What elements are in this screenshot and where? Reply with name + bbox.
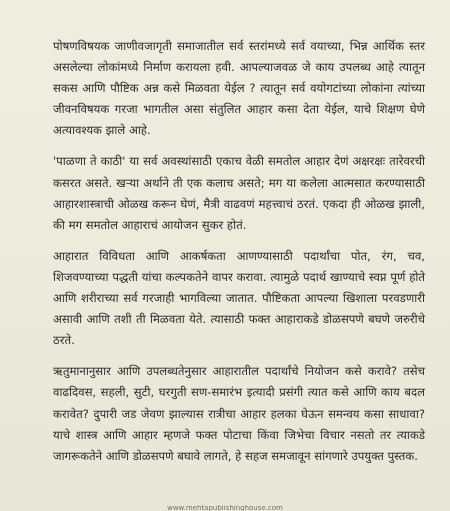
blurb-text bbox=[53, 36, 425, 467]
paragraph-4: ऋतुमानानुसार आणि उपलब्धतेनुसार आहारातील पदार्थांचे नियोजन कसे करावे? तसेच वाढदिवस, सहली, सुटी, घरगुती सण-समारंभ इत्यादी प्रसंगी त्यात कसे आणि काय बदल करावेत? दुपारी जड जेवण झाल्यास रात्रीचा आहार हलका घेऊन समन्वय कसा साधावा? याचे शास्त्र आणि आहार म्हणजे फक्त पोटाचा किंवा जिभेचा विचार नसतो तर त्याकडे जागरूकतेने आणि डोळसपणे बघावे लागते, हे सहज समजावून सांगणारे उपयुक्त पुस्तक. bbox=[53, 364, 425, 463]
paragraph-2: 'पाळणा ते काठी' या सर्व अवस्थांसाठी एकाच वेळी समतोल आहार देणं अक्षरक्षः तारेवरची कसरत असते. खऱ्या अर्थाने ती एक कलाच असते; मग या कलेला आत्मसात करण्यासाठी आहारशास्त्राची ओळख करून घेणं, मैत्री वाढवणं महत्त्वाचं ठरतं. एकदा ही ओळख झाली, की मग समतोल आहाराचं आयोजन सुकर होतं. bbox=[53, 154, 425, 232]
paragraph-1: पोषणविषयक जाणीवजागृती समाजातील सर्व स्तरांमध्ये सर्व वयाच्या, भिन्न आर्थिक स्तर असलेल्या लोकांमध्ये निर्माण करायला हवी. आपल्याजवळ जे काय उपलब्ध आहे त्यातून सकस आणि पौष्टिक अन्न कसे मिळवता येईल ? त्यातून सर्व वयोगटांच्या लोकांना त्यांच्या जीवनविषयक गरजा भागतील असा संतुलित आहार कसा देता येईल, याचे शिक्षण घेणे अत्यावश्यक झाले आहे. bbox=[53, 39, 425, 138]
publisher-url: www.mehtapublishinghouse.com bbox=[167, 505, 283, 511]
paragraph-3: आहारात विविधता आणि आकर्षकता आणण्यासाठी पदार्थांचा पोत, रंग, चव, शिजवण्याच्या पद्धती यांचा कल्पकतेने वापर करावा. त्यामुळे पदार्थ खाण्याचे स्वप्न पूर्ण होते आणि शरीराच्या सर्व गरजाही भागविल्या जातात. पौष्टिकता आपल्या खिशाला परवडणारी असावी आणि तशी ती मिळवता येते. त्यासाठी फक्त आहाराकडे डोळसपणे बघणे जरुरीचे ठरते. bbox=[53, 248, 425, 348]
